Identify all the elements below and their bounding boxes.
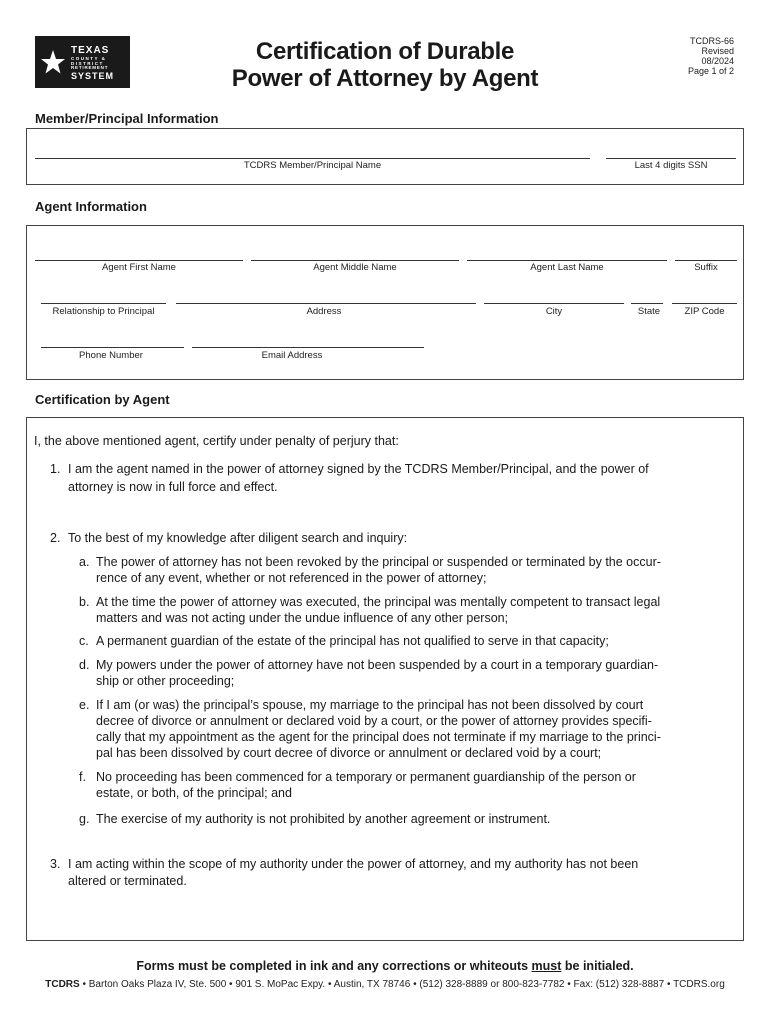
item-2e-line-4: pal has been dissolved by court decree of divorce or annulment or declared void by a court; [96, 746, 602, 760]
item-2d-line-2: ship or other proceeding; [96, 674, 235, 688]
item-2a-line-2: rence of any event, whether or not referenced in the power of attorney; [96, 571, 487, 585]
item-2e-mark: e. [79, 698, 90, 712]
footer-sep: • [666, 979, 671, 990]
revised-date: 08/2024 [701, 56, 734, 66]
address-label: Address [306, 306, 342, 317]
title-line-2: Power of Attorney by Agent [231, 65, 539, 92]
star-icon [35, 36, 71, 88]
relationship-label: Relationship to Principal [52, 306, 155, 317]
item-2e-line-1: If I am (or was) the principal’s spouse, my marriage to the principal has not been dissolved by court [96, 698, 644, 712]
tcdrs-logo [35, 36, 130, 88]
item-2g-line-1: The exercise of my authority is not prohibited by another agreement or instrument. [96, 812, 551, 826]
phone-field[interactable] [41, 347, 184, 348]
footer-phone: (512) 328-8889 or 800-823-7782 [419, 979, 565, 990]
relationship-field[interactable] [41, 303, 166, 304]
item-1-line-1: I am the agent named in the power of attorney signed by the TCDRS Member/Principal, and the power of [68, 462, 649, 476]
item-2b-mark: b. [79, 595, 90, 609]
footer-sep: • [229, 979, 233, 990]
agent-section-heading: Agent Information [35, 199, 147, 214]
agent-last-name-field[interactable] [467, 260, 667, 261]
state-label: State [637, 306, 661, 317]
state-field[interactable] [631, 303, 663, 304]
logo-line-4: RETIREMENT [71, 65, 109, 71]
item-3-line-2: altered or terminated. [68, 874, 187, 888]
agent-suffix-label: Suffix [694, 262, 718, 273]
item-2d-line-1: My powers under the power of attorney have not been suspended by a court in a temporary guardian- [96, 658, 659, 672]
item-2d-mark: d. [79, 658, 90, 672]
item-2f-mark: f. [79, 770, 86, 784]
item-3-number: 3. [50, 857, 61, 871]
item-2a-mark: a. [79, 555, 90, 569]
footer-address [0, 979, 770, 990]
item-2e-line-3: cally that my appointment as the agent for the principal does not terminate if my marriage to the princi- [96, 730, 661, 744]
form-id: TCDRS-66 [689, 36, 734, 46]
phone-label: Phone Number [79, 350, 143, 361]
title-line-1: Certification of Durable [255, 38, 515, 65]
agent-suffix-field[interactable] [675, 260, 737, 261]
footer-address-3: Austin, TX 78746 [333, 979, 411, 990]
member-section-box [26, 128, 744, 185]
address-field[interactable] [176, 303, 476, 304]
footer-org: TCDRS [45, 979, 80, 990]
agent-first-name-field[interactable] [35, 260, 243, 261]
certification-intro: I, the above mentioned agent, certify under penalty of perjury that: [34, 434, 399, 448]
item-2f-line-1: No proceeding has been commenced for a temporary or permanent guardianship of the person or [96, 770, 636, 784]
agent-last-name-label: Agent Last Name [530, 262, 604, 273]
certification-section-heading: Certification by Agent [35, 392, 170, 407]
zip-label: ZIP Code [684, 306, 725, 317]
item-2a-line-1: The power of attorney has not been revoked by the principal or suspended or terminated by the occur- [96, 555, 661, 569]
item-2e-line-2: decree of divorce or annulment or declared void by a court, or the power of attorney provides specifi- [96, 714, 652, 728]
logo-line-5: SYSTEM [71, 70, 115, 81]
footer-sep: • [82, 979, 86, 990]
footer-note-start: Forms must be completed in ink and any corrections or whiteouts [136, 959, 532, 973]
member-section-heading: Member/Principal Information [35, 111, 219, 126]
logo-line-2: COUNTY & [71, 56, 107, 62]
city-field[interactable] [484, 303, 624, 304]
item-3-line-1: I am acting within the scope of my authority under the power of attorney, and my authority has not been [68, 857, 639, 871]
item-2c-mark: c. [79, 634, 89, 648]
item-2-text: To the best of my knowledge after diligent search and inquiry: [68, 531, 408, 545]
email-field[interactable] [192, 347, 424, 348]
item-2b-line-1: At the time the power of attorney was executed, the principal was mentally competent to transact legal [96, 595, 661, 609]
zip-field[interactable] [672, 303, 737, 304]
item-2c-line-1: A permanent guardian of the estate of the principal has not qualified to serve in that capacity; [96, 634, 609, 648]
footer-address-1: Barton Oaks Plaza IV, Ste. 500 [88, 979, 227, 990]
revised-label: Revised [701, 46, 734, 56]
email-label: Email Address [261, 350, 323, 361]
footer-note-end: be initialed. [561, 959, 634, 973]
item-1-line-2: attorney is now in full force and effect. [68, 480, 278, 494]
agent-first-name-label: Agent First Name [102, 262, 176, 273]
item-2b-line-2: matters and was not acting under the undue influence of any other person; [96, 611, 509, 625]
footer-sep: • [413, 979, 417, 990]
ssn-label: Last 4 digits SSN [634, 160, 708, 171]
logo-line-1: TEXAS [71, 45, 110, 57]
ssn-field[interactable] [606, 158, 736, 159]
logo-line-3: DISTRICT [71, 60, 104, 66]
agent-middle-name-label: Agent Middle Name [313, 262, 397, 273]
footer-address-2: 901 S. MoPac Expy. [235, 979, 326, 990]
form-number-block [688, 36, 734, 76]
member-name-field[interactable] [35, 158, 590, 159]
item-2-number: 2. [50, 531, 61, 545]
item-2f-line-2: estate, or both, of the principal; and [96, 786, 292, 800]
footer-fax: Fax: (512) 328-8887 [573, 979, 665, 990]
page-title [200, 38, 570, 92]
logo-text [71, 43, 114, 81]
footer-web-link[interactable]: TCDRS.org [673, 979, 725, 990]
agent-section-box [26, 225, 744, 380]
item-2g-mark: g. [79, 812, 90, 826]
agent-middle-name-field[interactable] [251, 260, 459, 261]
city-label: City [545, 306, 563, 317]
member-name-label: TCDRS Member/Principal Name [243, 160, 382, 171]
page-number: Page 1 of 2 [687, 66, 734, 76]
item-1-number: 1. [50, 462, 61, 476]
footer-note-must: must [531, 959, 562, 973]
footer-sep: • [327, 979, 332, 990]
footer-sep: • [567, 979, 571, 990]
footer-ink-note [0, 959, 770, 973]
